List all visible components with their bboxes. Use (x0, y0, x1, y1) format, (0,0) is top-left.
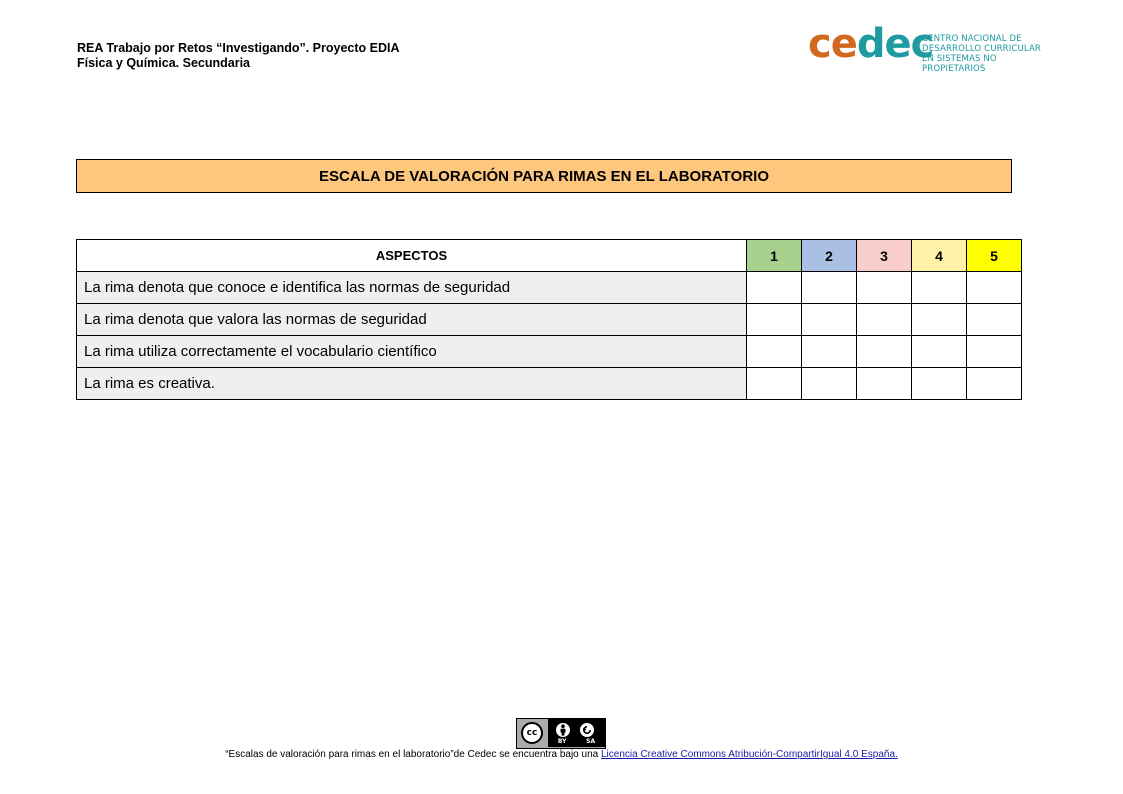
table-row (77, 368, 1022, 400)
license-link[interactable]: Licencia Creative Commons Atribución-CompartirIgual 4.0 España. (600, 749, 898, 760)
score-cell[interactable] (967, 336, 1022, 368)
logo-sub-line3: EN SISTEMAS NO PROPIETARIOS (922, 54, 997, 74)
aspect-label: La rima denota que conoce e identifica las normas de seguridad (77, 272, 747, 304)
score-cell[interactable] (802, 368, 857, 400)
aspects-header: ASPECTOS (77, 240, 747, 272)
score-cell[interactable] (967, 272, 1022, 304)
cc-by-sa-badge[interactable] (516, 718, 606, 749)
cedec-logo-subtitle (922, 34, 1058, 74)
table-row (77, 272, 1022, 304)
aspect-label: La rima denota que valora las normas de seguridad (77, 304, 747, 336)
score-cell[interactable] (747, 336, 802, 368)
cedec-logo (808, 21, 1058, 74)
header-subject-line: Física y Química. Secundaria (77, 56, 250, 70)
cc-icon: cc (521, 722, 543, 744)
aspect-label: La rima utiliza correctamente el vocabulario científico (77, 336, 747, 368)
logo-sub-line2: DESARROLLO CURRICULAR (922, 44, 1042, 54)
person-icon (558, 724, 568, 736)
table-row (77, 304, 1022, 336)
score-cell[interactable] (802, 272, 857, 304)
share-alike-icon (579, 722, 595, 738)
score-header-5: 5 (967, 240, 1022, 272)
score-cell[interactable] (912, 272, 967, 304)
score-cell[interactable] (747, 368, 802, 400)
cedec-logo-wordmark (808, 22, 933, 66)
rubric-title (76, 159, 1012, 193)
table-header-row (77, 240, 1022, 272)
by-label: BY (557, 738, 567, 745)
license-statement (0, 749, 1123, 760)
table-row (77, 336, 1022, 368)
logo-word-part2: dec (856, 21, 934, 67)
score-cell[interactable] (747, 272, 802, 304)
license-prefix-text: “Escalas de valoración para rimas en el laboratorio”de Cedec se encuentra bajo una (225, 749, 601, 760)
logo-sub-line1: CENTRO NACIONAL DE (922, 34, 1022, 44)
score-cell[interactable] (857, 304, 912, 336)
rubric-title-text: ESCALA DE VALORACIÓN PARA RIMAS EN EL LABORATORIO (318, 167, 769, 185)
rating-scale-table (76, 239, 1022, 400)
attribution-person-icon (555, 722, 571, 738)
score-cell[interactable] (802, 336, 857, 368)
score-header-1: 1 (747, 240, 802, 272)
document-header (77, 41, 400, 71)
score-cell[interactable] (912, 336, 967, 368)
score-cell[interactable] (967, 368, 1022, 400)
score-cell[interactable] (967, 304, 1022, 336)
score-cell[interactable] (857, 336, 912, 368)
score-cell[interactable] (747, 304, 802, 336)
score-header-4: 4 (912, 240, 967, 272)
score-cell[interactable] (802, 304, 857, 336)
score-header-2: 2 (802, 240, 857, 272)
cc-badge-labels (548, 738, 605, 745)
score-cell[interactable] (857, 272, 912, 304)
share-alike-arrow-icon (581, 724, 593, 736)
score-cell[interactable] (912, 368, 967, 400)
aspect-label: La rima es creativa. (77, 368, 747, 400)
logo-word-part1: ce (808, 21, 857, 67)
sa-label: SA (586, 738, 596, 745)
score-header-3: 3 (857, 240, 912, 272)
score-cell[interactable] (857, 368, 912, 400)
score-cell[interactable] (912, 304, 967, 336)
header-project-line: REA Trabajo por Retos “Investigando”. Proyecto EDIA (77, 41, 400, 55)
